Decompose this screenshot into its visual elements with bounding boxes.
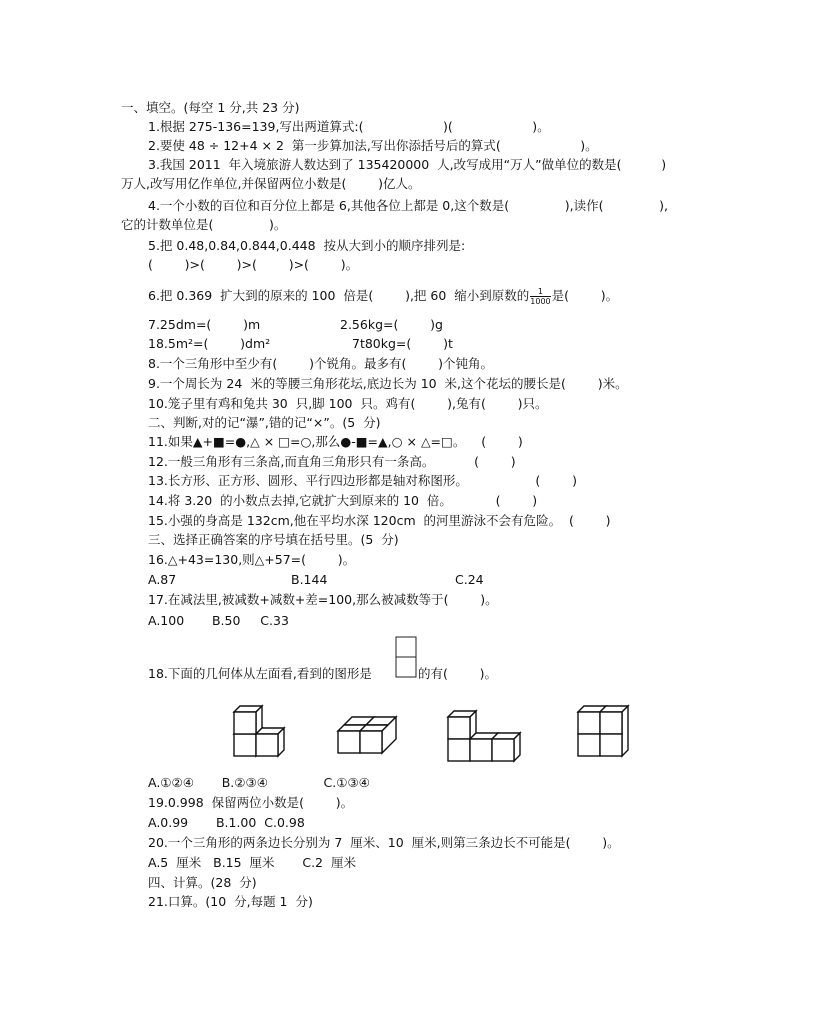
question-13: 13.长方形、正方形、圆形、平行四边形都是轴对称图形。 ( ) xyxy=(148,473,577,488)
question-11: 11.如果▲+■=●,△ × □=○,那么●-■=▲,○ × △=□。 ( ) xyxy=(148,434,523,449)
cube-figure-4 xyxy=(572,700,638,764)
question-17-options: A.100 B.50 C.33 xyxy=(148,613,289,628)
question-17: 17.在减法里,被减数+减数+差=100,那么被减数等于( )。 xyxy=(148,592,498,607)
question-5-line-2: ( )>( )>( )>( )。 xyxy=(148,257,359,272)
question-3-line-2: 万人,改写用亿作单位,并保留两位小数是( )亿人。 xyxy=(121,176,421,191)
question-16: 16.△+43=130,则△+57=( )。 xyxy=(148,552,356,567)
question-1: 1.根据 275-136=139,写出两道算式:( )( )。 xyxy=(148,119,550,134)
question-18-text-a: 18.下面的几何体从左面看,看到的图形是 xyxy=(148,666,372,681)
question-6 xyxy=(148,287,618,306)
question-19-options: A.0.99 B.1.00 C.0.98 xyxy=(148,815,305,830)
cube-figure-1 xyxy=(225,700,291,764)
question-18-options: A.①②④ B.②③④ C.①③④ xyxy=(148,775,370,790)
question-16-option-c: C.24 xyxy=(455,572,484,587)
question-7b: 2.56kg=( )g xyxy=(340,317,443,332)
question-7d: 7t80kg=( )t xyxy=(352,336,453,351)
question-15: 15.小强的身高是 132cm,他在平均水深 120cm 的河里游泳不会有危险。 ( ) xyxy=(148,513,611,528)
question-10: 10.笼子里有鸡和兔共 30 只,脚 100 只。鸡有( ),兔有( )只。 xyxy=(148,396,548,411)
question-21: 21.口算。(10 分,每题 1 分) xyxy=(148,894,313,909)
question-7a: 7.25dm=( )m xyxy=(148,317,261,332)
fraction-1-over-1000 xyxy=(530,287,550,306)
question-8: 8.一个三角形中至少有( )个锐角。最多有( )个钝角。 xyxy=(148,356,494,371)
question-2: 2.要使 48 ÷ 12+4 × 2 第一步算加法,写出你添括号后的算式( )。 xyxy=(148,138,598,153)
question-16-option-b: B.144 xyxy=(291,572,328,587)
question-4-line-2: 它的计数单位是( )。 xyxy=(121,217,287,232)
section-2-title: 二、判断,对的记“瀑”,错的记“×”。(5 分) xyxy=(148,415,381,430)
question-19: 19.0.998 保留两位小数是( )。 xyxy=(148,795,354,810)
question-3-line-1: 3.我国 2011 年入境旅游人数达到了 135420000 人,改写成用“万人”做单位的数是( ) xyxy=(148,157,667,172)
cube-figure-3 xyxy=(440,703,530,767)
question-18-text-b: 的有( )。 xyxy=(418,666,498,681)
question-6-text-b: 是( )。 xyxy=(551,288,619,303)
question-14: 14.将 3.20 的小数点去掉,它就扩大到原来的 10 倍。 ( ) xyxy=(148,493,538,508)
question-6-text-a: 6.把 0.369 扩大到的原来的 100 倍是( ),把 60 缩小到原数的 xyxy=(148,288,530,303)
cube-figure-2 xyxy=(330,705,410,757)
question-20: 20.一个三角形的两条边长分别为 7 厘米、10 厘米,则第三条边长不可能是( )。 xyxy=(148,835,620,850)
question-4-line-1: 4.一个小数的百位和百分位上都是 6,其他各位上都是 0,这个数是( ),读作( ), xyxy=(148,198,668,213)
question-7c: 18.5m²=( )dm² xyxy=(148,336,271,351)
question-12: 12.一般三角形有三条高,而直角三角形只有一条高。 ( ) xyxy=(148,454,516,469)
section-1-title: 一、填空。(每空 1 分,共 23 分) xyxy=(121,100,300,115)
section-3-title: 三、选择正确答案的序号填在括号里。(5 分) xyxy=(148,532,399,547)
fraction-denominator: 1000 xyxy=(530,297,551,306)
question-20-options: A.5 厘米 B.15 厘米 C.2 厘米 xyxy=(148,855,356,870)
fraction-numerator: 1 xyxy=(530,287,550,297)
section-4-title: 四、计算。(28 分) xyxy=(148,875,257,890)
question-5-line-1: 5.把 0.48,0.84,0.844,0.448 按从大到小的顺序排列是: xyxy=(148,238,466,253)
question-16-option-a: A.87 xyxy=(148,572,177,587)
question-9: 9.一个周长为 24 米的等腰三角形花坛,底边长为 10 米,这个花坛的腰长是( )米。 xyxy=(148,376,628,391)
two-square-column-figure xyxy=(395,636,417,680)
